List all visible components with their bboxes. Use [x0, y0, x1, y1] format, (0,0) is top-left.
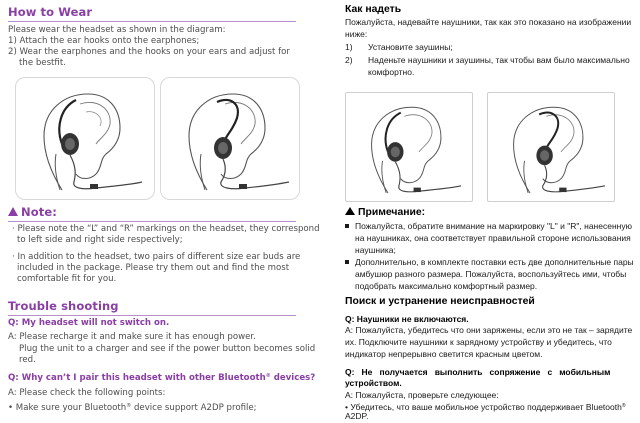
- registered-mark: ®: [265, 373, 271, 379]
- square-bullet-icon: [345, 260, 349, 264]
- ru-trouble-heading: Поиск и устранение неисправностей: [345, 296, 535, 307]
- ru-note-item-1-cont: на наушниках, она соответствует правильной стороне использования: [355, 233, 631, 243]
- en-wear-diagram-2: [160, 77, 300, 200]
- en-heading-divider: [8, 21, 296, 22]
- ru-note-heading-text: Примечание:: [358, 207, 426, 218]
- en-note-item-2-cont2: comfortable fit for you.: [17, 274, 117, 284]
- headset-ear-diagram: [161, 78, 299, 199]
- en-answer-2: A: Please check the following points:: [8, 388, 166, 398]
- en-note-item-2: · In addition to the headset, two pairs of different size ear buds are: [12, 252, 301, 262]
- en-bullet-text: • Make sure your Bluetooth: [8, 403, 127, 413]
- headset-ear-diagram: [16, 78, 154, 199]
- en-question-2-text-end: devices?: [270, 373, 316, 383]
- en-wear-step-2-cont: the bestfit.: [19, 58, 66, 68]
- en-bullet-text-end: device support A2DP profile;: [131, 403, 257, 413]
- en-note-item-2-cont: included in the package. Please try them out and find the most: [17, 263, 290, 273]
- ru-answer-1-cont2: индикатор непрерывно светится красным цветом.: [345, 349, 543, 359]
- en-question-2-text: Q: Why can’t I pair this headset with other Bluetooth: [8, 373, 266, 383]
- ru-wear-diagram-2: [487, 92, 615, 202]
- en-how-to-wear-heading: How to Wear: [8, 5, 93, 19]
- en-trouble-heading: Trouble shooting: [8, 299, 119, 313]
- ru-wear-step-1-num: 1): [345, 42, 353, 52]
- en-trouble-divider: [8, 315, 296, 316]
- ru-question-1: Q: Наушники не включаются.: [345, 314, 469, 324]
- ru-wear-step-1: Установите заушины;: [368, 42, 453, 52]
- ru-wear-diagram-1: [345, 92, 473, 202]
- ru-how-to-wear-heading: Как надеть: [345, 4, 402, 15]
- square-bullet-icon: [345, 224, 349, 228]
- en-note-divider: [8, 221, 296, 222]
- registered-mark: ®: [621, 403, 626, 409]
- ru-note-item-2-text: Дополнительно, в комплекте поставки есть две дополнительные пары: [355, 257, 634, 267]
- ru-wear-intro: Пожалуйста, надевайте наушники, так как это показано на изображении: [345, 17, 632, 27]
- en-answer-1-cont2: red.: [19, 355, 36, 365]
- en-note-item-1-cont: to left side and right side respectively;: [17, 235, 183, 245]
- en-question-2: [8, 373, 315, 383]
- ru-bullet-text: • Убедитесь, что ваше мобильное устройство поддерживает Bluetooth: [345, 402, 622, 412]
- ru-note-item-2-cont2: подобрать максимально комфортный размер.: [355, 281, 538, 291]
- en-note-heading: [8, 205, 57, 219]
- ru-wear-intro-cont: ниже:: [345, 29, 368, 39]
- warning-triangle-icon: [345, 207, 355, 215]
- ru-answer-1-cont: их. Подключите наушники к зарядному устройству и убедитесь, что: [345, 337, 612, 347]
- en-wear-intro: Please wear the headset as shown in the diagram:: [8, 25, 226, 35]
- ru-note-item-2-cont: амбушюр разного размера. Пожалуйста, воспользуйтесь ими, чтобы: [355, 269, 627, 279]
- ru-wear-step-2: Наденьте наушники и заушины, так чтобы вам было максимально: [368, 55, 630, 65]
- ru-answer-2-bullet: [345, 401, 626, 414]
- ru-question-2: Q: Не получается выполнить сопряжение с мобильным: [345, 367, 611, 377]
- ru-answer-1: A: Пожалуйста, убедитесь что они заряжены, если это не так – зарядите: [345, 325, 633, 335]
- ru-note-item-2: [345, 257, 634, 269]
- ru-note-heading: [345, 207, 425, 218]
- headset-ear-diagram: [346, 93, 472, 201]
- en-answer-1: A: Please recharge it and make sure it has enough power.: [8, 332, 256, 342]
- en-answer-2-bullet: [8, 401, 257, 414]
- ru-note-item-1-text: Пожалуйста, обратите внимание на маркировку "L" и "R", нанесенную: [355, 221, 632, 231]
- en-note-heading-text: Note:: [21, 205, 57, 219]
- en-answer-1-cont: Plug the unit to a charger and see if the power button becomes solid: [19, 344, 316, 354]
- ru-note-item-1-cont2: наушника;: [355, 245, 396, 255]
- en-wear-step-2: 2) Wear the earphones and the hooks on your ears and adjust for: [8, 47, 290, 57]
- ru-question-2-cont: устройством.: [345, 378, 402, 388]
- en-wear-diagram-1: [15, 77, 155, 200]
- ru-wear-step-2-num: 2): [345, 55, 353, 65]
- headset-ear-diagram: [488, 93, 614, 201]
- ru-answer-2: A: Пожалуйста, проверьте следующее:: [345, 390, 499, 400]
- en-question-1: Q: My headset will not switch on.: [8, 318, 170, 328]
- registered-mark: ®: [126, 403, 132, 409]
- en-wear-step-1: 1) Attach the ear hooks onto the earphones;: [8, 36, 200, 46]
- ru-wear-step-2-cont: комфортно.: [368, 67, 415, 77]
- ru-answer-2-bullet-cont: A2DP.: [345, 411, 369, 421]
- warning-triangle-icon: [8, 207, 18, 216]
- en-note-item-1: · Please note the “L” and “R” markings on the headset, they correspond: [12, 224, 320, 234]
- ru-note-item-1: [345, 221, 632, 233]
